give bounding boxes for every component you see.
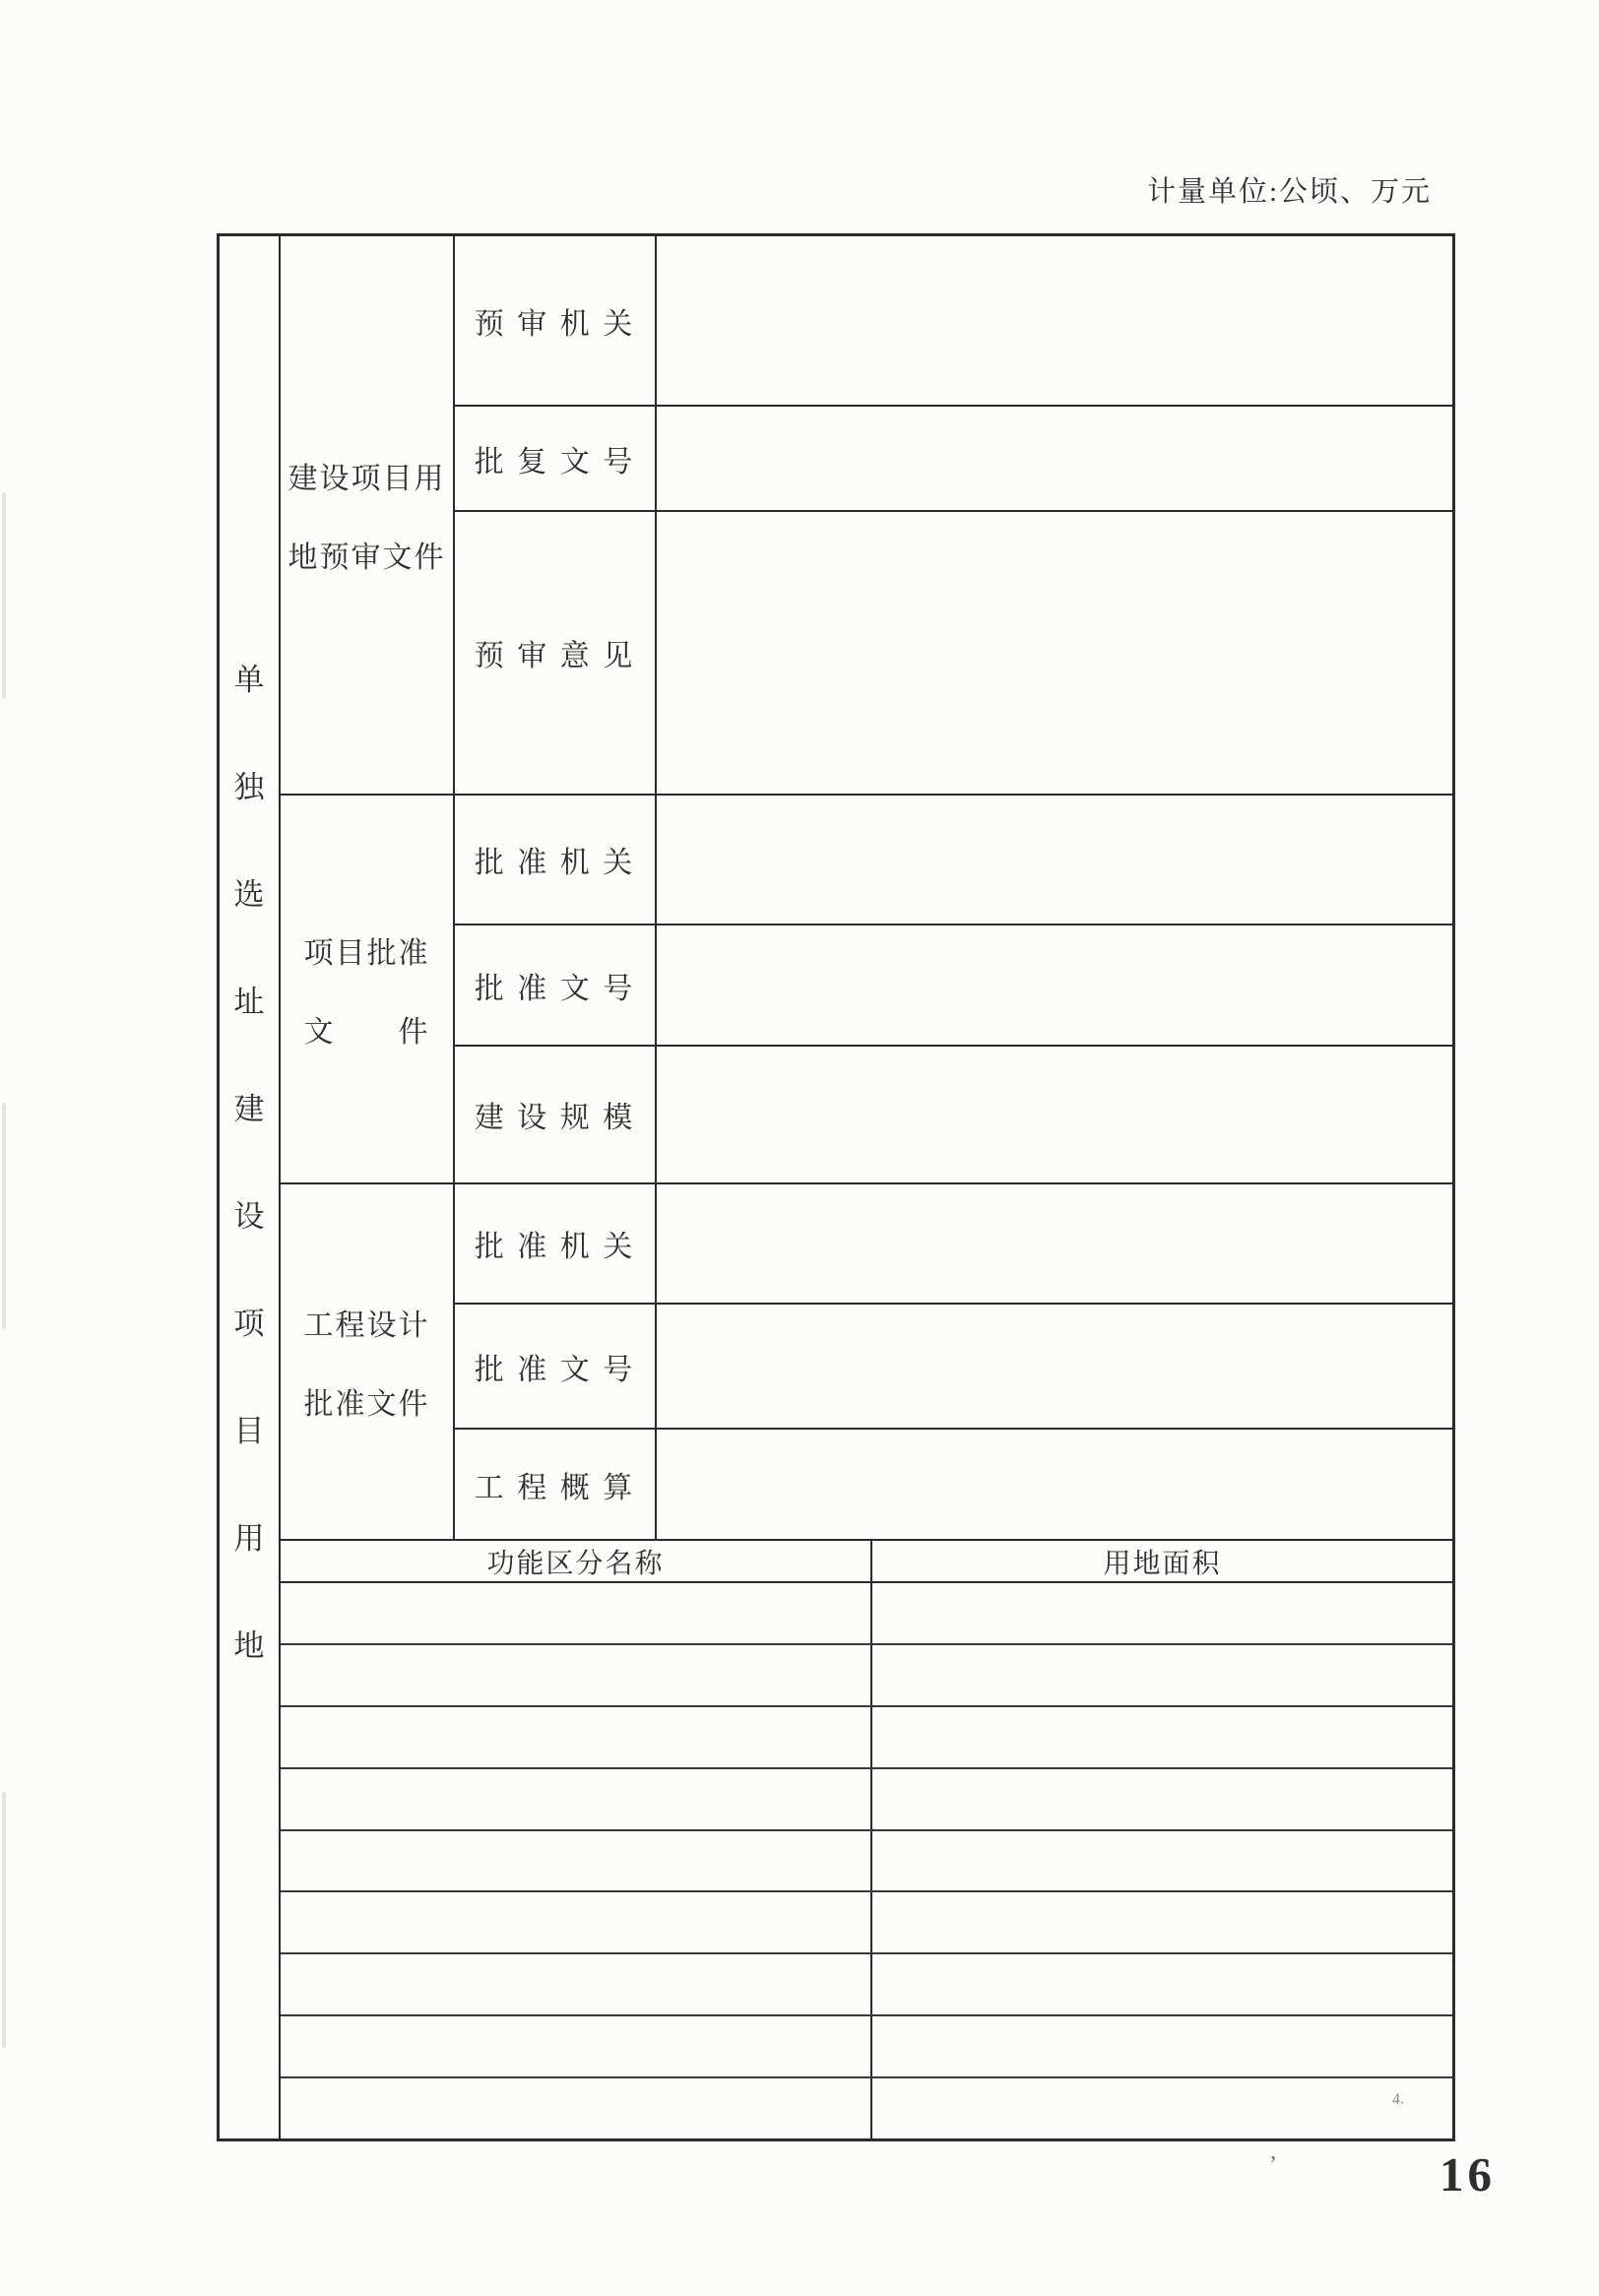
- value-cell: [657, 236, 1452, 405]
- vertical-title-column: [220, 236, 281, 2138]
- table-row: [455, 405, 1452, 510]
- table-row: [281, 1643, 1452, 1705]
- land-area-cell: [872, 1707, 1452, 1767]
- land-area-cell: [872, 1645, 1452, 1705]
- table-body: [281, 236, 1452, 2138]
- group-label: [281, 796, 455, 1182]
- land-area-cell: [872, 1892, 1452, 1952]
- group-design-approval-documents: [281, 1184, 1452, 1541]
- row-label: 预 审 意 见: [455, 512, 657, 794]
- value-cell: [657, 1047, 1452, 1182]
- zone-name-cell: [281, 1645, 872, 1705]
- table-row: [455, 796, 1452, 924]
- group-pre-review-documents: [281, 236, 1452, 796]
- group-label-line: 项目批准: [303, 936, 430, 970]
- table-row: [281, 1767, 1452, 1829]
- land-area-cell: [872, 1831, 1452, 1891]
- vertical-title-char: 单: [233, 663, 265, 697]
- row-label: 批 准 机 关: [455, 1184, 657, 1303]
- value-cell: [657, 1430, 1452, 1539]
- function-table-header: [281, 1541, 1452, 1583]
- row-label: 批 复 文 号: [455, 407, 657, 510]
- row-label: 批 准 机 关: [455, 796, 657, 924]
- function-zone-table: [281, 1541, 1452, 2138]
- measurement-unit-note: 计量单位:公顷、万元: [1146, 176, 1432, 208]
- table-row: [455, 1303, 1452, 1428]
- zone-name-cell: [281, 1954, 872, 2014]
- zone-name-cell: [281, 1831, 872, 1891]
- stray-tick-mark: ’: [1269, 2152, 1277, 2178]
- scan-artifact: [2, 492, 6, 699]
- table-row: [455, 1045, 1452, 1182]
- table-row: [281, 1890, 1452, 1952]
- table-row: [455, 236, 1452, 405]
- vertical-title-char: 建: [233, 1092, 265, 1126]
- value-cell: [657, 512, 1452, 794]
- row-label: 建 设 规 模: [455, 1047, 657, 1182]
- value-cell: [657, 407, 1452, 510]
- value-cell: [657, 925, 1452, 1045]
- land-area-cell: [872, 1954, 1452, 2014]
- group-label: [281, 236, 455, 794]
- value-cell: [657, 796, 1452, 924]
- zone-name-cell: [281, 2078, 872, 2138]
- row-label: 批 准 文 号: [455, 925, 657, 1045]
- vertical-title-char: 设: [233, 1199, 265, 1234]
- table-row: [281, 2014, 1452, 2076]
- row-label: 工 程 概 算: [455, 1430, 657, 1539]
- table-row: [281, 1952, 1452, 2014]
- scan-artifact: [2, 1103, 6, 1329]
- table-row: [455, 1184, 1452, 1303]
- land-area-cell: [872, 1769, 1452, 1829]
- table-row: [455, 924, 1452, 1045]
- land-area-cell: [872, 2078, 1452, 2138]
- table-row: [281, 1583, 1452, 1643]
- group-label-line: 工程设计: [303, 1309, 430, 1342]
- group-label-line: 批准文件: [303, 1388, 430, 1421]
- column-header-land-area: 用地面积: [1103, 1548, 1222, 1579]
- table-row: [281, 1829, 1452, 1891]
- group-label: [281, 1184, 455, 1539]
- scan-artifact: [2, 1792, 6, 2048]
- zone-name-cell: [281, 2016, 872, 2076]
- main-table: [217, 233, 1455, 2141]
- row-label: 批 准 文 号: [455, 1305, 657, 1428]
- zone-name-cell: [281, 1707, 872, 1767]
- zone-name-cell: [281, 1583, 872, 1643]
- vertical-title-char: 用: [233, 1521, 265, 1556]
- column-header-zone-name: 功能区分名称: [281, 1541, 872, 1581]
- table-row: [281, 1705, 1452, 1767]
- value-cell: [657, 1184, 1452, 1303]
- group-label-line: 建设项目用: [288, 463, 446, 495]
- table-row: [281, 2076, 1452, 2138]
- zone-name-cell: [281, 1769, 872, 1829]
- group-label-line: 地预审文件: [288, 542, 446, 574]
- land-area-cell: [872, 1583, 1452, 1643]
- table-row: [455, 1428, 1452, 1539]
- vertical-title-char: 项: [233, 1307, 265, 1341]
- vertical-title-char: 地: [233, 1628, 265, 1663]
- page-number: 16: [1439, 2147, 1496, 2201]
- group-project-approval-documents: [281, 796, 1452, 1184]
- vertical-title-char: 址: [233, 985, 265, 1019]
- land-area-cell: [872, 2016, 1452, 2076]
- vertical-title-char: 独: [233, 770, 265, 804]
- zone-name-cell: [281, 1892, 872, 1952]
- stray-pen-mark: 4.: [1390, 2090, 1406, 2109]
- group-label-line: 文 件: [303, 1015, 430, 1049]
- row-label: 预 审 机 关: [455, 236, 657, 405]
- vertical-title-char: 选: [233, 877, 265, 912]
- table-row: [455, 510, 1452, 794]
- vertical-title-char: 目: [233, 1414, 265, 1448]
- value-cell: [657, 1305, 1452, 1428]
